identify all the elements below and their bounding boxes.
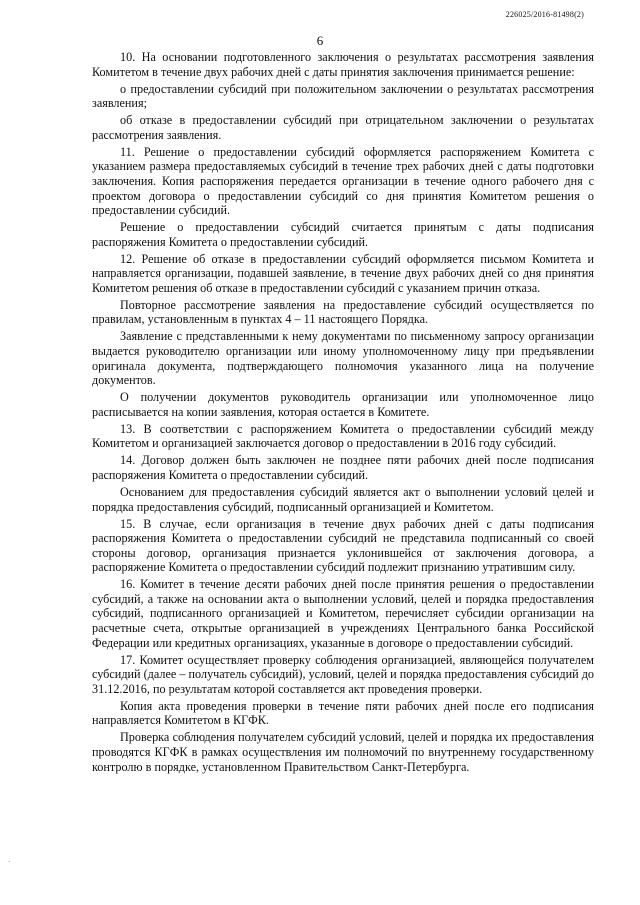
paragraph: 14. Договор должен быть заключен не позднее пяти рабочих дней после подписания распоряжения Комитета о предоставлении субсидий. [92,453,594,482]
paragraph: 16. Комитет в течение десяти рабочих дней после принятия решения о предоставлении субсидий, а также на основании акта о выполнении условий, целей и порядка предоставления субсидий, подписанного организацией и Комитетом, перечисляет субсидии организации на расчетные счета, открытые организацией в учреждениях Центрального банка Российской Федерации или кредитных организациях, указанные в договоре о предоставлении субсидий. [92,577,594,650]
paragraph: О получении документов руководитель организации или уполномоченное лицо расписывается на копии заявления, которая остается в Комитете. [92,390,594,419]
paragraph: Заявление с представленными к нему документами по письменному запросу организации выдается руководителю организации или иному уполномоченному лицу при предъявлении оригинала документа, подтверждающего полномочия указанного лица на получение документов. [92,329,594,388]
paragraph: 13. В соответствии с распоряжением Комитета о предоставлении субсидий между Комитетом и организацией заключается договор о предоставлении в 2016 году субсидий. [92,421,594,451]
paragraph: Копия акта проведения проверки в течение пяти рабочих дней после его подписания направляется Комитетом в КГФК. [92,698,594,728]
paragraph: Решение о предоставлении субсидий считается принятым с даты подписания распоряжения Комитета о предоставлении субсидий. [92,220,594,249]
paragraph: 15. В случае, если организация в течение двух рабочих дней с даты подписания распоряжения Комитета о предоставлении субсидий не представила подписанный со своей стороны договор, организация признается уклонившейся от заключения договора, а распоряжение Комитета о предоставлении субсидий подлежит признанию утратившим силу. [92,516,594,575]
paragraph: о предоставлении субсидий при положительном заключении о результатах рассмотрения заявления; [92,81,594,111]
page-number: 6 [316,33,324,48]
paragraph: Проверка соблюдения получателем субсидий условий, целей и порядка их предоставления проводятся КГФК в рамках осуществления им полномочий по внутреннему государственному контролю в порядке, установленном Правительством Санкт-Петербурга. [92,730,594,774]
paragraph: 17. Комитет осуществляет проверку соблюдения организацией, являющейся получателем субсидий (далее – получатель субсидий), условий, целей и порядка предоставления субсидий до 31.12.2016, по результатам которой составляется акт проведения проверки. [92,652,594,696]
document-registration-number: 226025/2016-81498(2) [505,10,584,19]
paragraph: 11. Решение о предоставлении субсидий оформляется распоряжением Комитета с указанием размера предоставляемых субсидий в течение трех рабочих дней с даты подготовки заключения. Копия распоряжения передается организации в течение одного рабочего дня с проектом договора о предоставлении субсидий со дня принятия Комитетом решения о предоставлении субсидий. [92,144,594,218]
paragraph: об отказе в предоставлении субсидий при отрицательном заключении о результатах рассмотрения заявления. [92,113,594,142]
document-body [92,50,594,774]
paragraph: Основанием для предоставления субсидий является акт о выполнении условий целей и порядка предоставления субсидий, подписанный организацией и Комитетом. [92,484,594,514]
scan-artifact-dot: · [8,858,11,866]
paragraph: 10. На основании подготовленного заключения о результатах рассмотрения заявления Комитетом в течение двух рабочих дней с даты принятия заключения принимается решение: [92,50,594,79]
paragraph: 12. Решение об отказе в предоставлении субсидий оформляется письмом Комитета и направляется организации, подавшей заявление, в течение двух рабочих дней со дня принятия Комитетом решения об отказе в предоставлении субсидий с указанием причин отказа. [92,251,594,295]
paragraph: Повторное рассмотрение заявления на предоставление субсидий осуществляется по правилам, установленным в пунктах 4 – 11 настоящего Порядка. [92,297,594,327]
